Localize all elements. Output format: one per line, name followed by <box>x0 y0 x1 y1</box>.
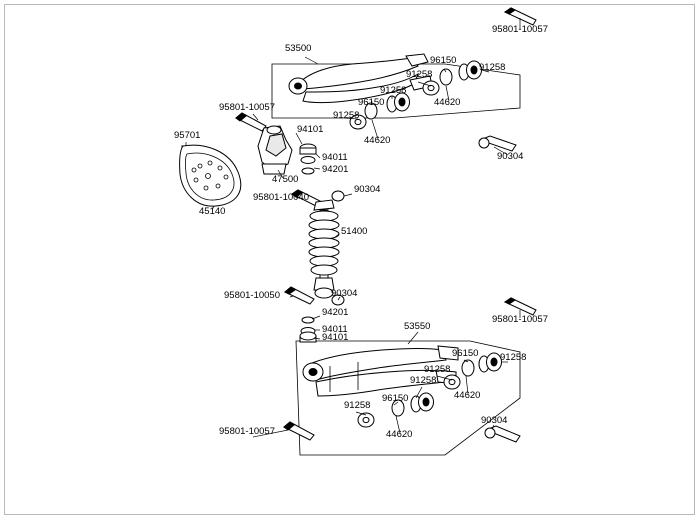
part-label: 95701 <box>174 130 201 141</box>
part-label: 90304 <box>497 151 524 162</box>
part-label: 94101 <box>297 124 324 135</box>
part-label: 90304 <box>331 288 358 299</box>
part-label: 45140 <box>199 206 226 217</box>
part-label: 94011 <box>322 152 348 163</box>
part-label: 94011 <box>322 324 348 335</box>
bolt-upper-left <box>236 113 266 131</box>
lower-joint-hardware <box>300 317 316 342</box>
part-label: 95801-10057 <box>492 24 548 35</box>
part-label: 53550 <box>404 321 431 332</box>
part-label: 91258 <box>424 364 451 375</box>
part-label: 94101 <box>322 332 349 343</box>
part-label: 91258 <box>479 62 506 73</box>
part-label: 95801-10057 <box>492 314 548 325</box>
part-label: 96150 <box>430 55 457 66</box>
part-label: 95801-10057 <box>219 102 275 113</box>
part-label: 47500 <box>272 174 299 185</box>
part-label: 91258 <box>410 375 437 386</box>
part-label: 44620 <box>386 429 413 440</box>
knuckle-hardware <box>296 133 316 174</box>
part-label: 90304 <box>481 415 508 426</box>
part-shock-absorber-51400 <box>309 200 339 298</box>
part-label: 96150 <box>452 348 479 359</box>
part-label: 51400 <box>341 226 368 237</box>
part-label: 94201 <box>322 164 349 175</box>
nut-90304-shock-top <box>332 191 344 201</box>
part-label: 94201 <box>322 307 349 318</box>
part-label: 91258 <box>406 69 433 80</box>
nut-90304-lower <box>485 426 520 442</box>
part-label: 91258 <box>500 352 527 363</box>
bolt-lower-right <box>505 298 536 315</box>
part-label: 91258 <box>344 400 371 411</box>
bolt-95801-10050 <box>285 287 314 304</box>
part-label: 44620 <box>434 97 461 108</box>
part-label: 95801-10040 <box>253 192 309 203</box>
part-label: 91258 <box>380 85 407 96</box>
part-label: 95801-10057 <box>219 426 275 437</box>
part-label: 91258 <box>333 110 360 121</box>
part-label: 44620 <box>454 390 481 401</box>
part-label: 96150 <box>382 393 409 404</box>
part-label: 90304 <box>354 184 381 195</box>
part-label: 95801-10050 <box>224 290 280 301</box>
part-label: 96150 <box>358 97 385 108</box>
part-label: 53500 <box>285 43 312 54</box>
part-brake-disc-45140 <box>180 145 241 206</box>
part-knuckle-47500 <box>258 126 292 174</box>
part-label: 44620 <box>364 135 391 146</box>
bolt-top-right <box>505 8 536 25</box>
